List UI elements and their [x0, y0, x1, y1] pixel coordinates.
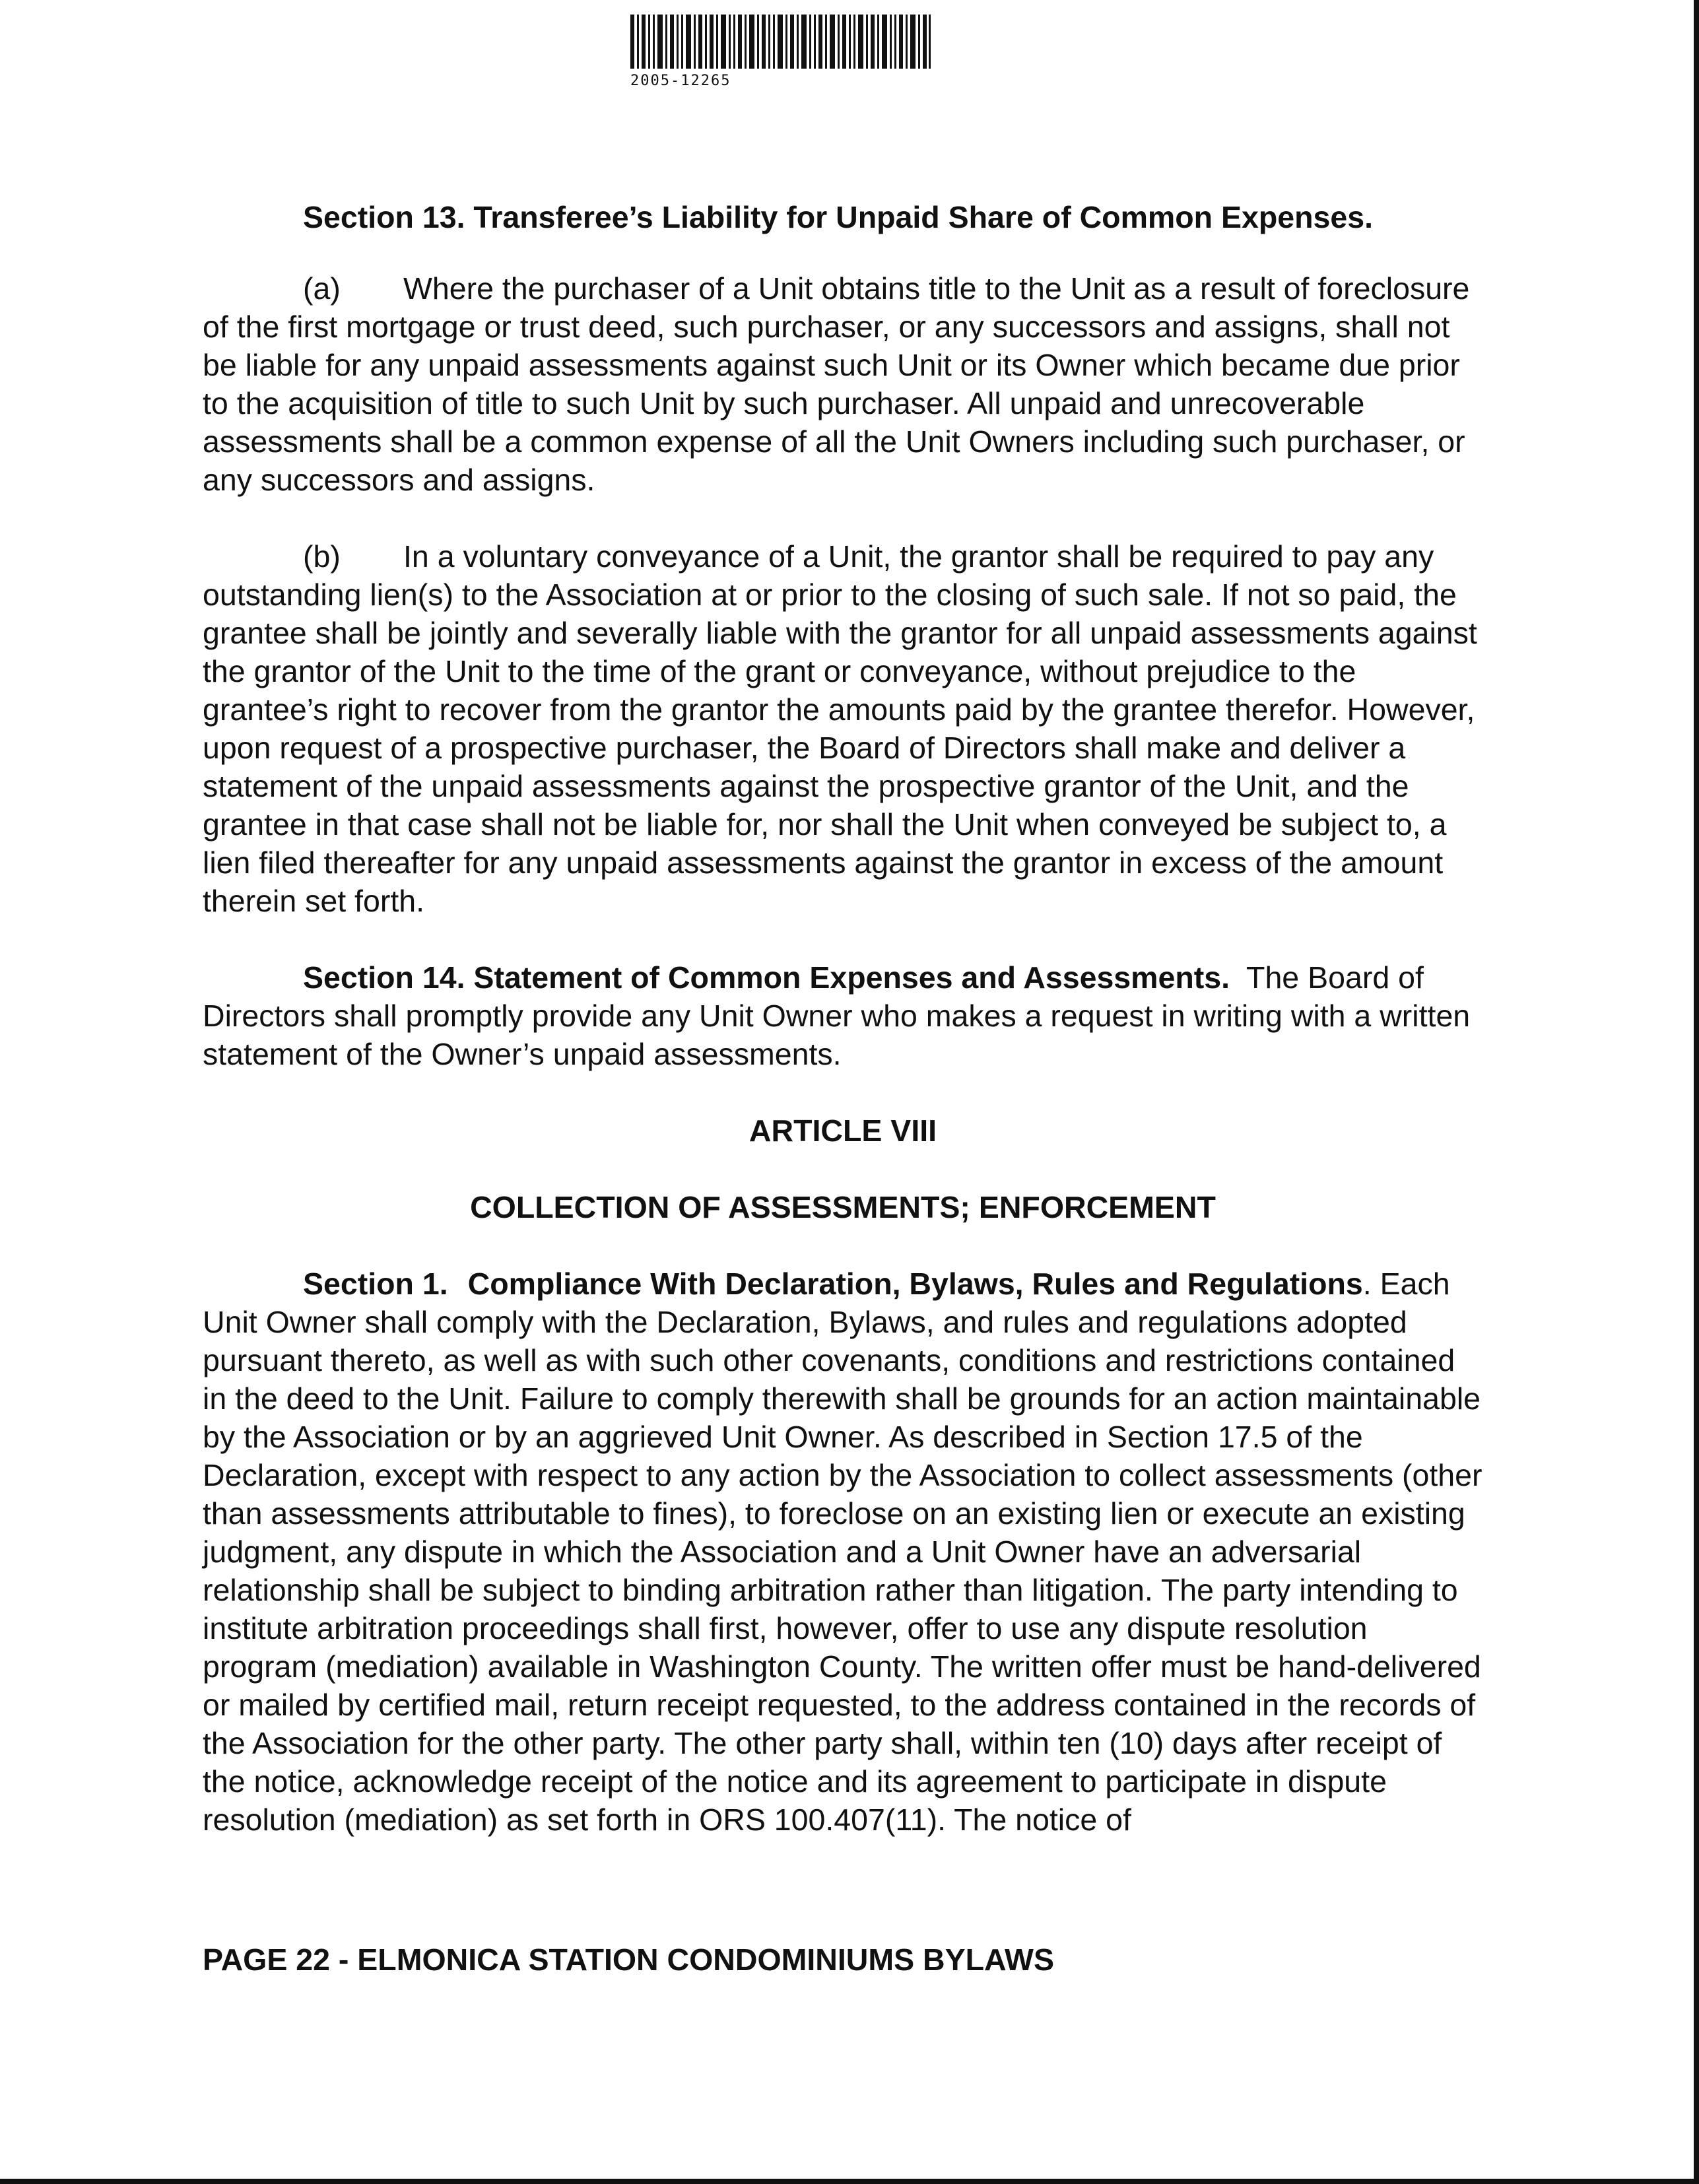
page-edge-bottom [0, 2179, 1699, 2184]
section-13-paragraph-b [203, 537, 1483, 920]
section-13-heading: Section 13. Transferee’s Liability for Unpaid Share of Common Expenses. [303, 200, 1374, 234]
section-1-heading-period: . [1362, 1267, 1372, 1301]
article-title: COLLECTION OF ASSESSMENTS; ENFORCEMENT [470, 1190, 1216, 1224]
section-14-text: The Board of Directors shall promptly provide any Unit Owner who makes a request in writing with a written statement of the Owner’s unpaid assessments. [203, 960, 1471, 1071]
paragraph-b-marker: (b) [303, 539, 341, 574]
article-number: ARTICLE VIII [749, 1113, 937, 1148]
section-1-heading: Compliance With Declaration, Bylaws, Rules and Regulations [467, 1267, 1363, 1301]
document-body [203, 198, 1483, 1877]
section-1-paragraph [203, 1265, 1483, 1839]
section-14-paragraph [203, 958, 1483, 1073]
section-1-number: Section 1. [303, 1267, 448, 1301]
paragraph-b-text: In a voluntary conveyance of a Unit, the grantor shall be required to pay any outstanding lien(s) to the Association at or prior to the closing of such sale. If not so paid, the grantee shall be jointly and severally liable with the grantor for all unpaid assessments against the grantor of the Unit to the time of the grant or conveyance, without prejudice to the grantee’s right to recover from the grantor the amounts paid by the grantee therefor. However, upon request of a prospective purchaser, the Board of Directors shall make and deliver a statement of the unpaid assessments against the prospective grantor of the Unit, and the grantee in that case shall not be liable for, nor shall the Unit when conveyed be subject to, a lien filed thereafter for any unpaid assessments against the grantor in excess of the amount therein set forth. [203, 539, 1477, 918]
page-footer: PAGE 22 - ELMONICA STATION CONDOMINIUMS BYLAWS [203, 1942, 1054, 1977]
section-13-paragraph-a [203, 269, 1483, 499]
recording-barcode [630, 15, 934, 89]
barcode-number: 2005-12265 [630, 73, 731, 89]
page-edge-right [1694, 0, 1699, 2184]
barcode-graphic [630, 15, 931, 69]
paragraph-a-marker: (a) [303, 271, 341, 306]
section-14-heading: Section 14. Statement of Common Expenses and Assessments. [303, 960, 1230, 995]
paragraph-a-text: Where the purchaser of a Unit obtains title to the Unit as a result of foreclosure of the first mortgage or trust deed, such purchaser, or any successors and assigns, shall not be liable for any unpaid assessments against such Unit or its Owner which became due prior to the acquisition of title to such Unit by such purchaser. All unpaid and unrecoverable assessments shall be a common expense of all the Unit Owners including such purchaser, or any successors and assigns. [203, 271, 1470, 497]
section-1-text: Each Unit Owner shall comply with the Declaration, Bylaws, and rules and regulations adopted pursuant thereto, as well as with such other covenants, conditions and restrictions contained in the deed to the Unit. Failure to comply therewith shall be grounds for an action maintainable by the Association or by an aggrieved Unit Owner. As described in Section 17.5 of the Declaration, except with respect to any action by the Association to collect assessments (other than assessments attributable to fines), to foreclose on an existing lien or execute an existing judgment, any dispute in which the Association and a Unit Owner have an adversarial relationship shall be subject to binding arbitration rather than litigation. The party intending to institute arbitration proceedings shall first, however, offer to use any dispute resolution program (mediation) available in Washington County. The written offer must be hand-delivered or mailed by certified mail, return receipt requested, to the address contained in the records of the Association for the other party. The other party shall, within ten (10) days after receipt of the notice, acknowledge receipt of the notice and its agreement to participate in dispute resolution (mediation) as set forth in ORS 100.407(11). The notice of [203, 1267, 1482, 1837]
